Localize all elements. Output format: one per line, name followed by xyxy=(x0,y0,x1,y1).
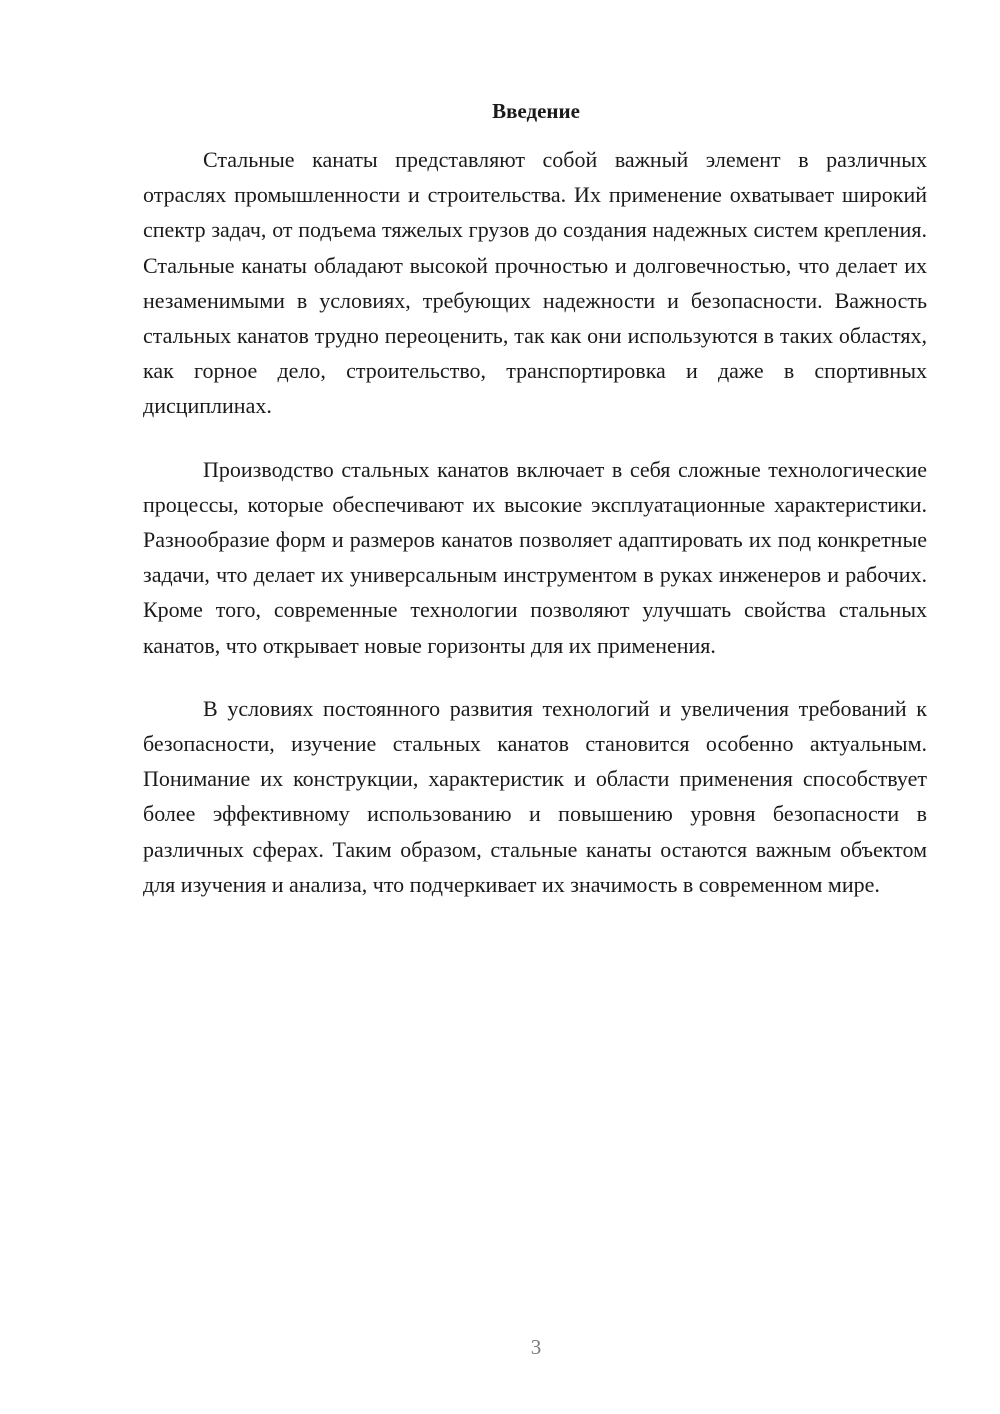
page-number: 3 xyxy=(530,1335,542,1359)
body-text xyxy=(143,142,927,930)
paragraph-2: Производство стальных канатов включает в себя сложные технологические процессы, которые обеспечивают их высокие эксплуатационные характеристики. Разнообразие форм и размеров канатов позволяет адаптировать их под конкретные задачи, что делает их универсальным инструментом в руках инженеров и рабочих. Кроме того, современные технологии позволяют улучшать свойства стальных канатов, что открывает новые горизонты для их применения. xyxy=(143,456,927,658)
paragraph-3: В условиях постоянного развития технологий и увеличения требований к безопасности, изучение стальных канатов становится особенно актуальным. Понимание их конструкции, характеристик и области применения способствует более эффективному использованию и повышению уровня безопасности в различных сферах. Таким образом, стальные канаты остаются важным объектом для изучения и анализа, что подчеркивает их значимость в современном мире. xyxy=(143,695,927,897)
section-title: Введение xyxy=(492,99,580,123)
paragraph-1: Стальные канаты представляют собой важный элемент в различных отраслях промышленности и строительства. Их применение охватывает широкий спектр задач, от подъема тяжелых грузов до создания надежных систем крепления. Стальные канаты обладают высокой прочностью и долговечностью, что делает их незаменимыми в условиях, требующих надежности и безопасности. Важность стальных канатов трудно переоценить, так как они используются в таких областях, как горное дело, строительство, транспортировка и даже в спортивных дисциплинах. xyxy=(143,147,927,419)
